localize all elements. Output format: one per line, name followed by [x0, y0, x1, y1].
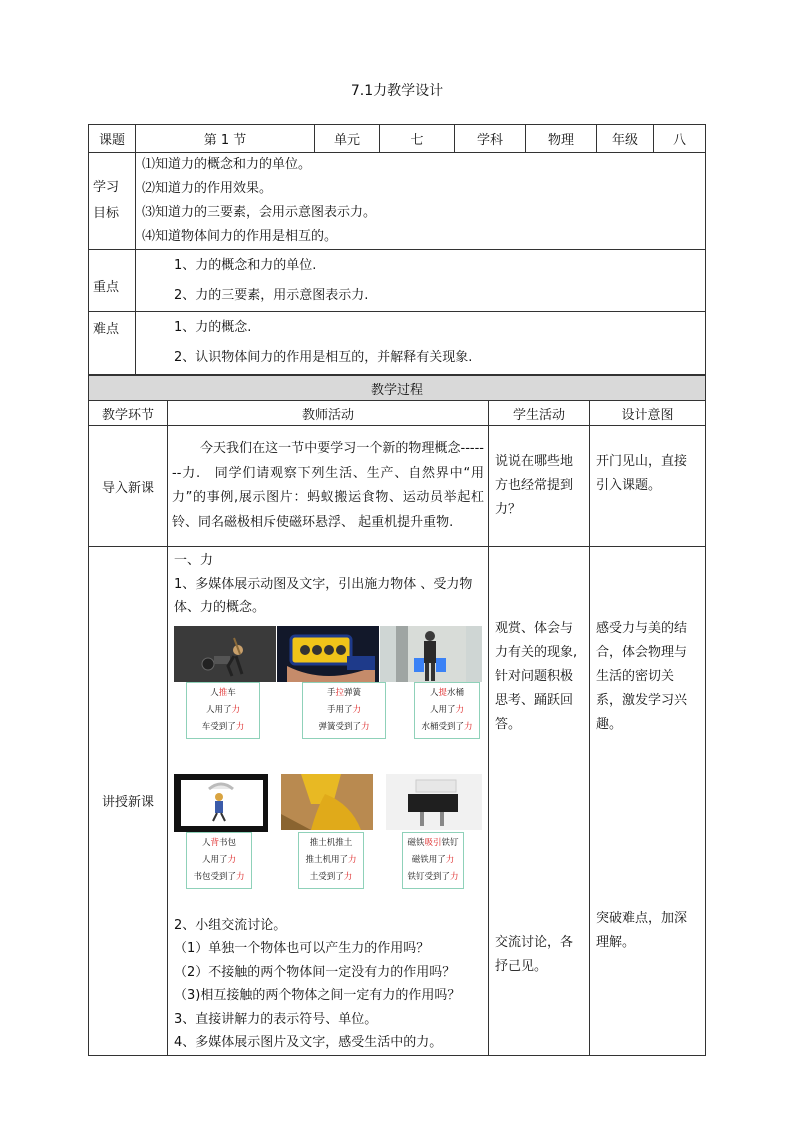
- lecture-student-2: 交流讨论，各抒己见。: [495, 935, 574, 974]
- card-line: 车受到了力: [201, 721, 245, 732]
- card-line: 弹簧受到了力: [318, 721, 370, 732]
- grade-value: 八: [654, 125, 706, 153]
- key-point-item: 1、力的概念和力的单位.: [174, 257, 317, 273]
- col-intent: 设计意图: [590, 401, 706, 426]
- card-line: 铁钉受到了力: [407, 871, 459, 882]
- col-student: 学生活动: [489, 401, 590, 426]
- process-table: [88, 375, 706, 1056]
- lecture-step4: 4、多媒体展示图片及文字，感受生活中的力。: [174, 1035, 443, 1050]
- goals-content: [136, 153, 706, 250]
- card-line: 手用了力: [326, 704, 362, 715]
- lecture-student-1: 观赏、体会与力有关的现象,针对问题积极思考、踊跃回答。: [495, 621, 578, 732]
- image-bulldozer: [281, 774, 373, 832]
- intro-intent-cell: [590, 426, 706, 547]
- goals-label: [89, 153, 136, 250]
- unit-label: 单元: [315, 125, 380, 153]
- force-card: [298, 832, 364, 889]
- grade-label: 年级: [597, 125, 654, 153]
- intro-teacher-text: 今天我们在这一节中要学习一个新的物理概念-------力. 同学们请观察下列生活、生产、自然界中“用力”的事例,展示图片：蚂蚁搬运食物、运动员举起杠铃、同名磁极相斥使磁环悬浮、 起重机提升重物.: [172, 441, 484, 530]
- image-row-1: [168, 626, 488, 682]
- image-lift-bucket: [380, 626, 482, 682]
- lecture-intent-2: 突破难点，加深理解。: [596, 911, 688, 950]
- course-label: 课题: [89, 125, 136, 153]
- image-carry-bag: [174, 774, 268, 832]
- lecture-question: （2）不接触的两个物体间一定没有力的作用吗？: [174, 964, 456, 980]
- difficulties-content: [136, 312, 706, 375]
- lecture-teacher-cell: [168, 547, 489, 1056]
- goals-label-1: 学习: [93, 180, 120, 195]
- document-title: 7.1力教学设计: [350, 83, 444, 99]
- image-row-2: [168, 774, 488, 832]
- difficulty-item: 2、认识物体间力的作用是相互的，并解释有关现象.: [174, 350, 473, 365]
- force-card: [302, 682, 386, 739]
- difficulties-label: 难点: [89, 312, 136, 375]
- card-line: 推土机推土: [309, 837, 353, 848]
- lecture-student-cell: [489, 547, 590, 1056]
- col-stage: 教学环节: [89, 401, 168, 426]
- force-card: [402, 832, 464, 889]
- card-line: 人用了力: [201, 854, 237, 865]
- card-line: 水桶受到了力: [421, 721, 473, 732]
- key-points-content: [136, 250, 706, 312]
- card-row-2: [168, 832, 488, 910]
- lecture-intent-cell: [590, 547, 706, 1056]
- goal-item: ⑴知道力的概念和力的单位。: [142, 157, 312, 172]
- lecture-stage: 讲授新课: [89, 547, 168, 1056]
- lecture-intent-1: 感受力与美的结合，体会物理与生活的密切关系，激发学习兴趣。: [596, 621, 688, 732]
- lecture-step3: 3、直接讲解力的表示符号、单位。: [174, 1011, 378, 1027]
- col-teacher: 教师活动: [168, 401, 489, 426]
- goal-item: ⑵知道力的作用效果。: [142, 181, 273, 196]
- course-value: 第 1 节: [136, 125, 315, 153]
- key-points-label: 重点: [89, 250, 136, 312]
- intro-intent-text: 开门见山，直接引入课题。: [596, 454, 688, 493]
- card-row-1: [168, 682, 488, 760]
- image-push-cart: [174, 626, 276, 682]
- card-line: 书包受到了力: [193, 871, 245, 882]
- force-card: [186, 832, 252, 889]
- key-point-item: 2、力的三要素，用示意图表示力.: [174, 287, 369, 303]
- force-card: [186, 682, 260, 739]
- image-pull-spring: [277, 626, 379, 682]
- goals-label-2: 目标: [93, 206, 120, 221]
- card-line: 人用了力: [429, 704, 465, 715]
- card-line: 推土机用了力: [305, 854, 357, 865]
- pull-spring-illustration: [277, 626, 379, 682]
- lecture-step2: 2、小组交流讨论。: [174, 917, 287, 933]
- lecture-question: （1）单独一个物体也可以产生力的作用吗？: [174, 941, 430, 956]
- lecture-step1: 1、多媒体展示动图及文字，引出施力物体 、受力物体、力的概念。: [174, 576, 473, 615]
- difficulty-item: 1、力的概念.: [174, 320, 252, 335]
- magnet-nail-illustration: [386, 774, 482, 830]
- lecture-heading: 一、力: [174, 553, 214, 568]
- intro-student-text: 说说在哪些地方也经常提到力？: [495, 454, 574, 517]
- bulldozer-illustration: [281, 774, 373, 830]
- lift-bucket-illustration: [396, 626, 466, 682]
- goal-item: ⑷知道物体间力的作用是相互的。: [142, 229, 338, 244]
- process-section-title: 教学过程: [89, 376, 706, 401]
- intro-student-cell: [489, 426, 590, 547]
- force-card: [414, 682, 480, 739]
- intro-stage: 导入新课: [89, 426, 168, 547]
- intro-teacher-cell: [168, 426, 489, 547]
- info-table: [88, 124, 706, 375]
- card-line: 人提水桶: [429, 687, 465, 698]
- card-line: 手拉弹簧: [326, 687, 362, 698]
- unit-value: 七: [380, 125, 455, 153]
- card-line: 磁铁用了力: [411, 854, 455, 865]
- card-line: 人背书包: [201, 837, 237, 848]
- image-magnet-nail: [386, 774, 482, 832]
- push-cart-illustration: [174, 626, 276, 682]
- subject-value: 物理: [526, 125, 597, 153]
- card-line: 磁铁吸引铁钉: [407, 837, 459, 848]
- subject-label: 学科: [455, 125, 526, 153]
- card-line: 土受到了力: [309, 871, 353, 882]
- goal-item: ⑶知道力的三要素，会用示意图表示力。: [142, 205, 377, 220]
- card-line: 人用了力: [205, 704, 241, 715]
- card-line: 人推车: [210, 687, 236, 698]
- lecture-question: （3)相互接触的两个物体之间一定有力的作用吗？: [174, 988, 461, 1003]
- carry-bag-illustration: [175, 775, 268, 831]
